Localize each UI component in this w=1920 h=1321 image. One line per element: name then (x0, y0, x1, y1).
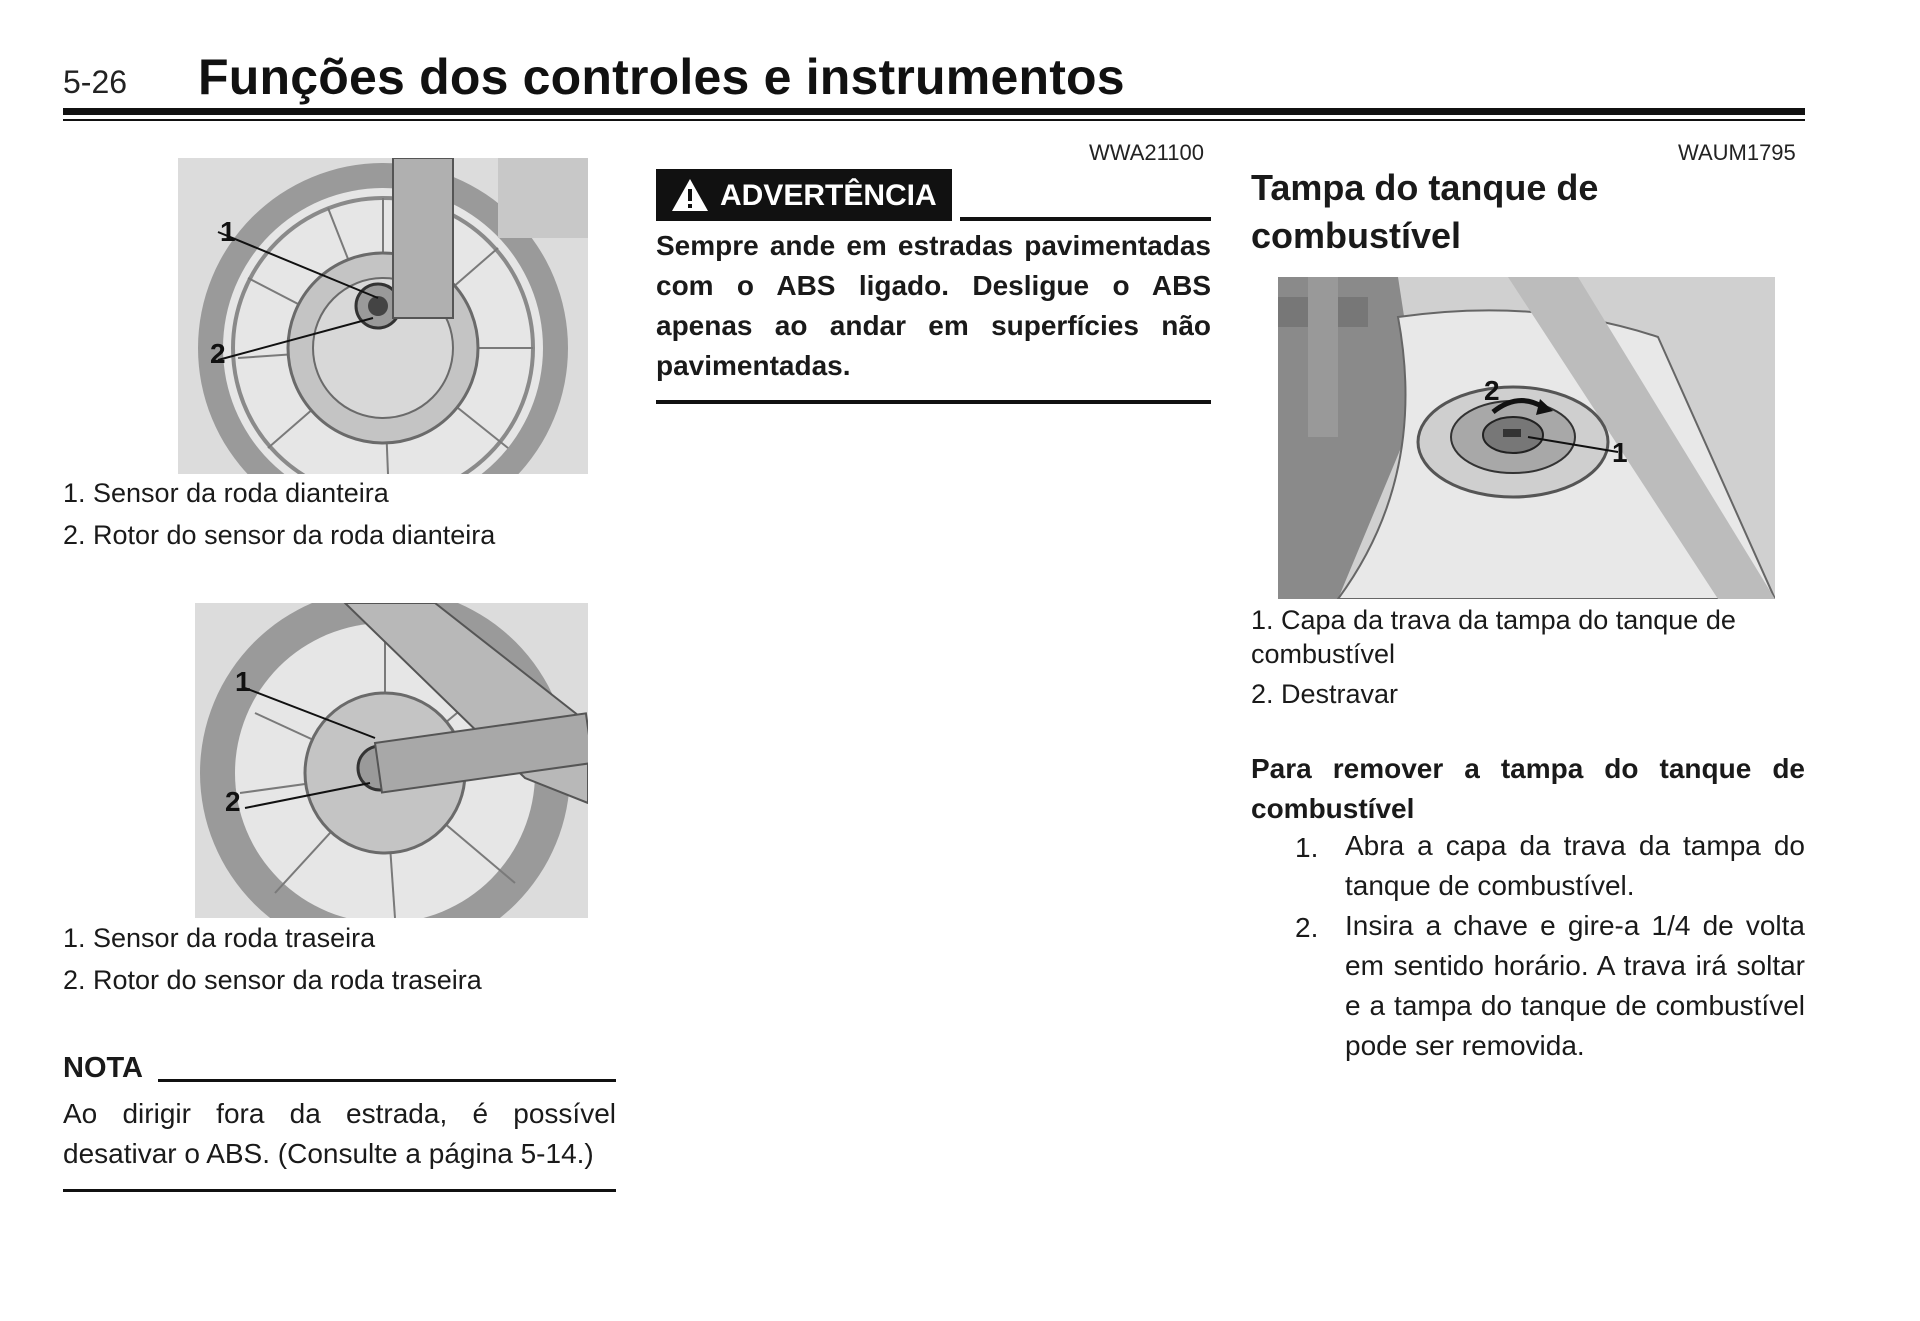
fuel-tank-illustration (1278, 277, 1775, 599)
warning-text: Sempre ande em estradas pavimentadas com o ABS ligado. Desligue o ABS apenas ao andar em superfícies não pavimentadas. (656, 230, 1211, 381)
nota-bottom-rule (63, 1189, 616, 1192)
page-title: Funções dos controles e instrumentos (198, 49, 1125, 105)
nota-rule (158, 1079, 616, 1082)
tank-callout-2: 2 (1484, 375, 1500, 406)
rear-wheel-illustration (195, 603, 588, 918)
rear-caption-2: 2. Rotor do sensor da roda traseira (63, 965, 482, 995)
header-rule (63, 108, 1805, 115)
rear-caption-1: 1. Sensor da roda traseira (63, 923, 376, 953)
nota-text: Ao dirigir fora da estrada, é possível desativar o ABS. (Consulte a página 5-14.) (63, 1098, 616, 1169)
header-rule-thin (63, 119, 1805, 121)
front-caption-2: 2. Rotor do sensor da roda dianteira (63, 520, 496, 550)
front-callout-2: 2 (210, 338, 226, 369)
step-2-number: 2. (1295, 912, 1319, 943)
tank-callout-1: 1 (1612, 437, 1628, 468)
warning-code: WWA21100 (1089, 140, 1204, 165)
page-number: 5-26 (63, 64, 128, 100)
nota-label: NOTA (63, 1052, 144, 1084)
warning-header-rule (960, 217, 1211, 221)
rear-callout-1: 1 (235, 666, 251, 697)
rear-callout-2: 2 (225, 786, 241, 817)
warning-bottom-rule (656, 400, 1211, 404)
front-callout-1: 1 (220, 216, 236, 247)
section-title: Tampa do tanque de combustível (1251, 167, 1599, 256)
warning-triangle-icon (670, 177, 710, 213)
step-1-text: Abra a capa da trava da tampa do tanque de combustível. (1345, 830, 1805, 901)
warning-label: ADVERTÊNCIA (720, 179, 937, 212)
warning-header (656, 169, 952, 221)
tank-caption-2: 2. Destravar (1251, 679, 1399, 709)
tank-caption-1 (1251, 603, 1805, 671)
front-caption-1: 1. Sensor da roda dianteira (63, 478, 389, 508)
tank-caption-1-text: 1. Capa da trava da tampa do tanque de combustível (1251, 605, 1736, 669)
step-2-text: Insira a chave e gire-a 1/4 de volta em sentido horário. A trava irá soltar e a tampa do tanque de combustível pode ser removida. (1345, 910, 1805, 1061)
section-code: WAUM1795 (1678, 140, 1796, 165)
front-wheel-illustration (178, 158, 588, 474)
step-1-number: 1. (1295, 832, 1319, 863)
procedure-title: Para remover a tampa do tanque de combustível (1251, 753, 1805, 824)
